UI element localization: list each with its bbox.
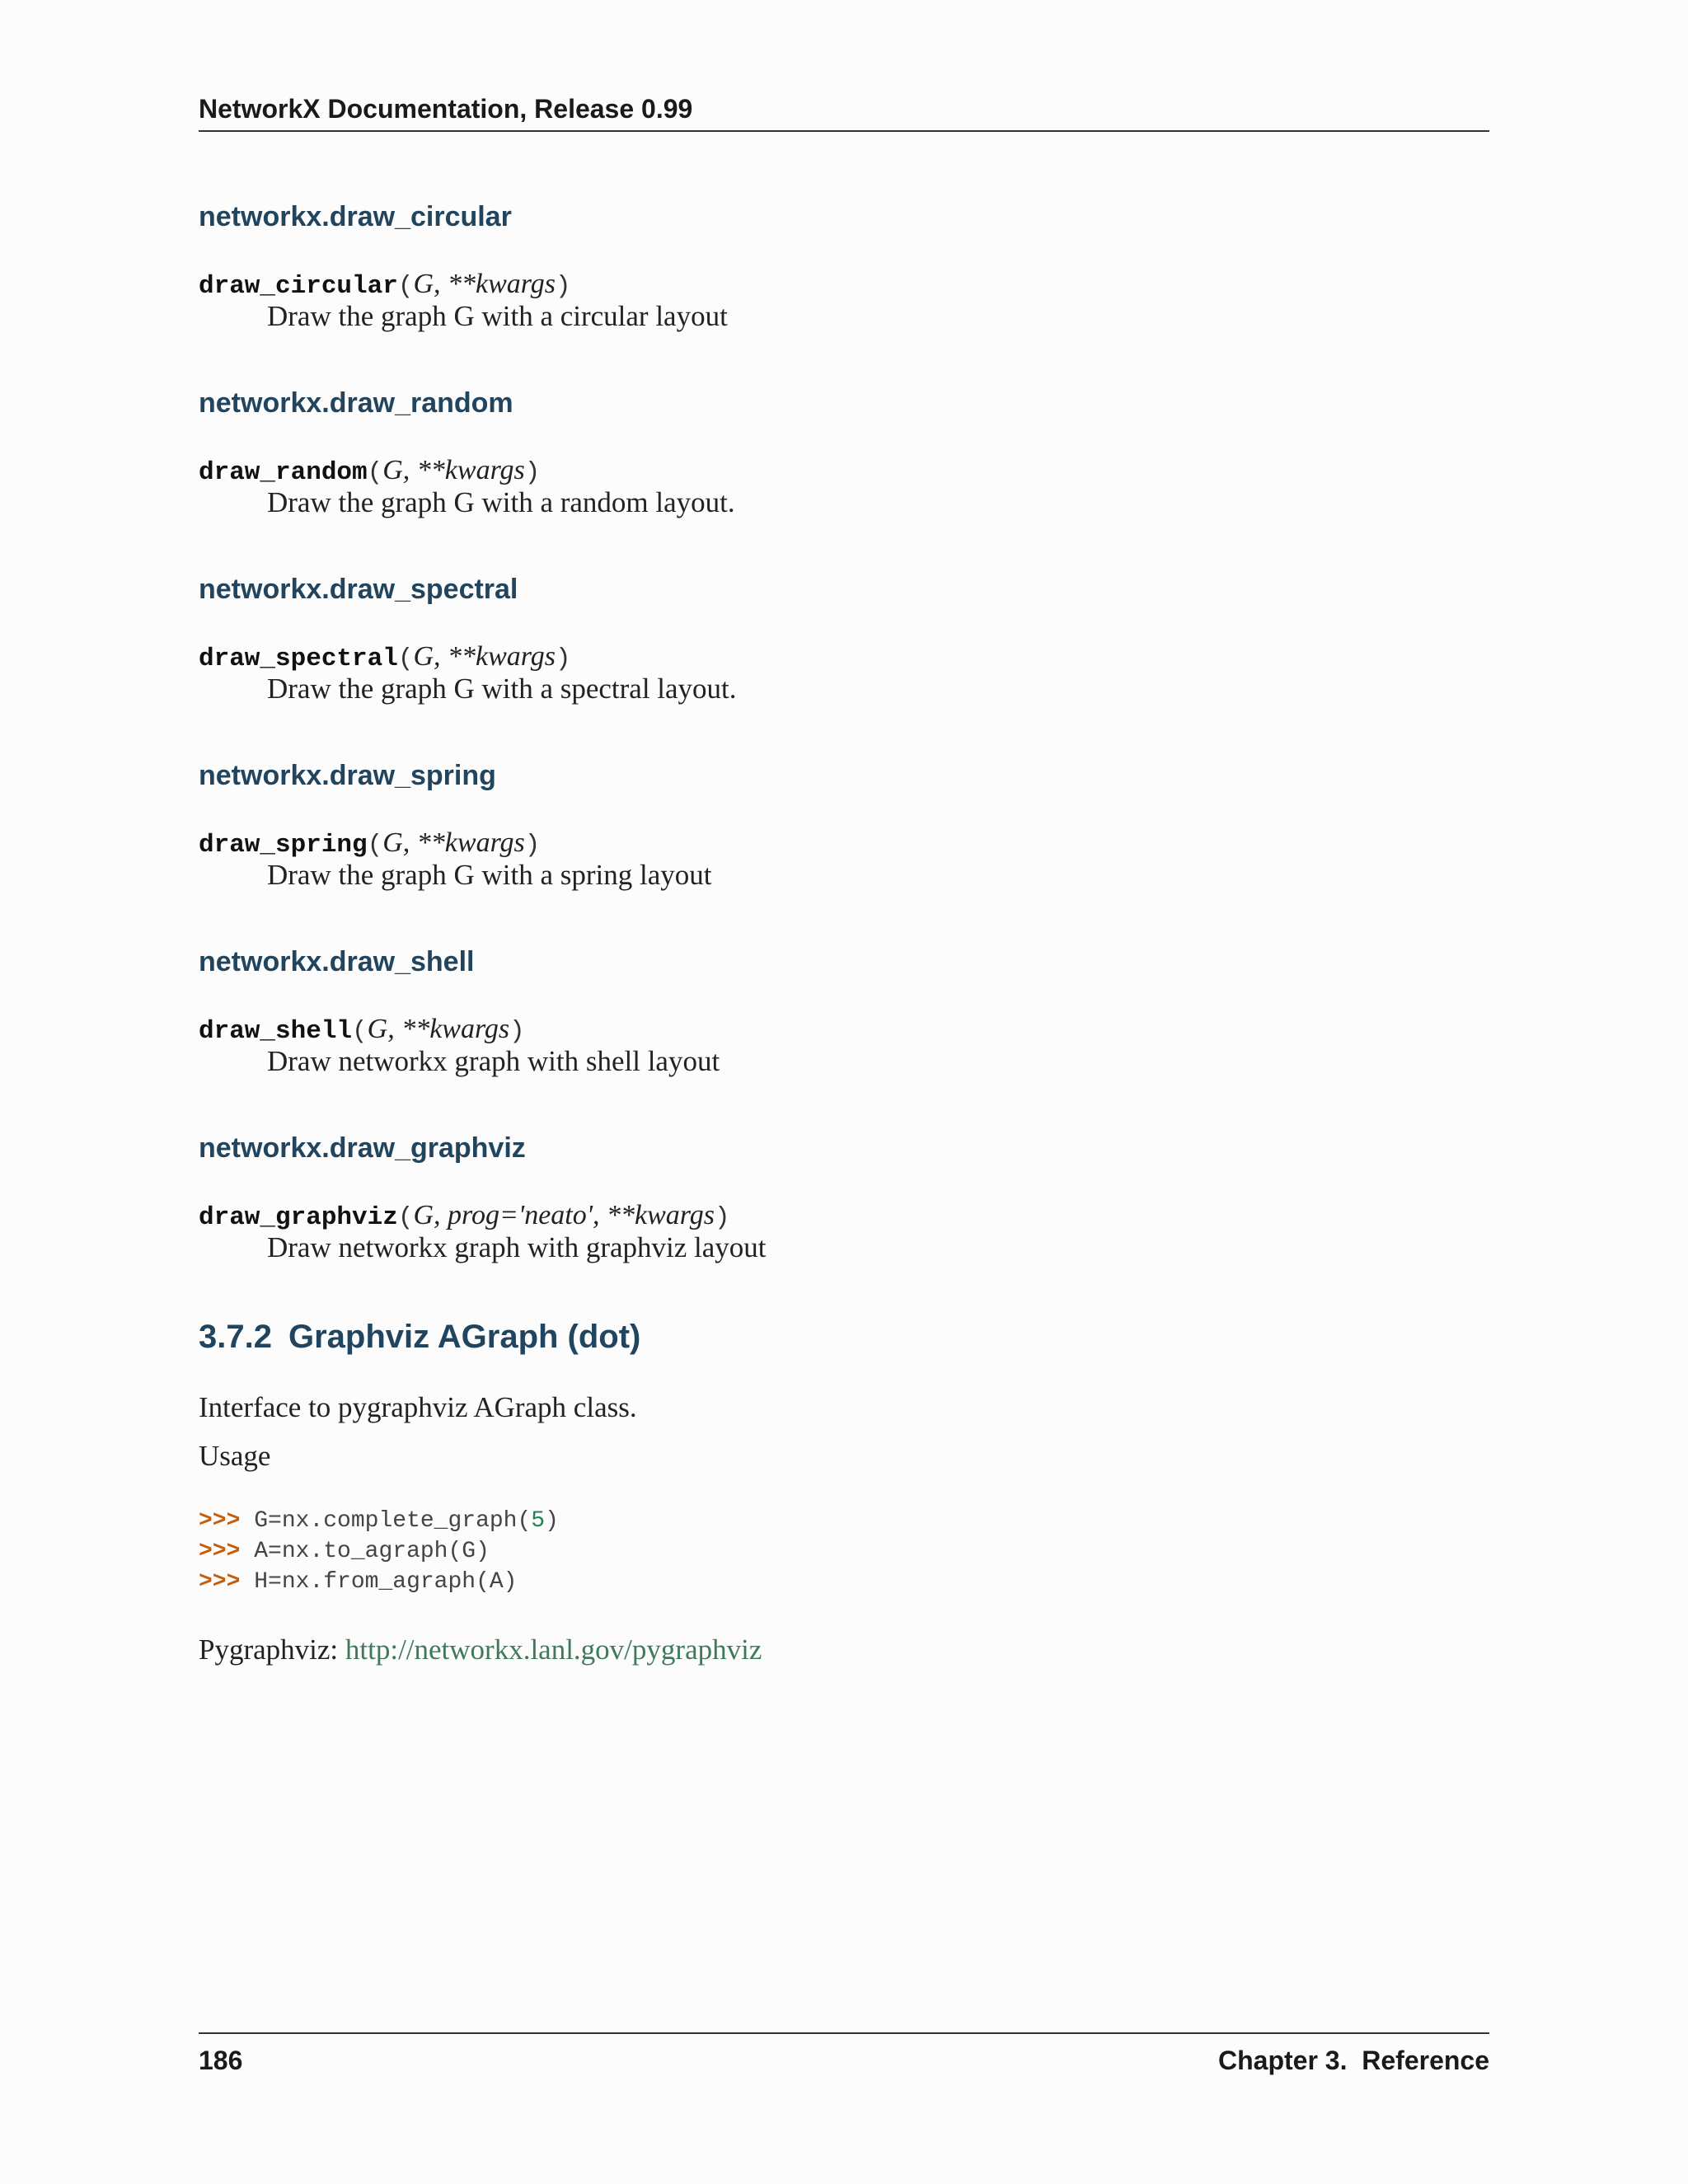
description-draw-shell: Draw networkx graph with shell layout	[267, 1045, 720, 1077]
pygraphviz-link[interactable]: http://networkx.lanl.gov/pygraphviz	[345, 1633, 762, 1666]
running-header-title: NetworkX Documentation, Release 0.99	[199, 94, 693, 124]
function-args: G, prog='neato', **kwargs	[413, 1200, 715, 1230]
page-number: 186	[199, 2046, 243, 2075]
entry-heading-draw-random: networkx.draw_random	[199, 387, 513, 419]
code-example	[199, 1506, 559, 1597]
entry-heading-draw-shell: networkx.draw_shell	[199, 946, 475, 977]
signature-draw-shell	[199, 1015, 525, 1044]
description-draw-spectral: Draw the graph G with a spectral layout.	[267, 673, 737, 705]
entry-heading-draw-circular: networkx.draw_circular	[199, 201, 512, 232]
signature-draw-spectral	[199, 643, 571, 672]
function-name: draw_circular	[199, 272, 398, 301]
entry-heading-draw-spring: networkx.draw_spring	[199, 760, 496, 791]
subsection-heading	[199, 1320, 640, 1353]
open-paren: (	[367, 831, 383, 860]
subsection-title: Graphviz AGraph (dot)	[288, 1319, 641, 1355]
code-text: G=nx.complete_graph(	[254, 1508, 532, 1534]
entry-heading-draw-graphviz: networkx.draw_graphviz	[199, 1132, 526, 1164]
subsection-number: 3.7.2	[199, 1319, 272, 1355]
function-args: G, **kwargs	[413, 641, 556, 672]
code-line	[199, 1536, 559, 1567]
pygraphviz-label: Pygraphviz:	[199, 1633, 339, 1666]
open-paren: (	[397, 644, 414, 673]
entry-heading-draw-spectral: networkx.draw_spectral	[199, 574, 518, 605]
chapter-label: Chapter 3. Reference	[1217, 2046, 1489, 2075]
function-name: draw_graphviz	[199, 1203, 398, 1232]
usage-label: Usage	[199, 1440, 271, 1472]
description-draw-random: Draw the graph G with a random layout.	[267, 486, 735, 518]
close-paren: )	[555, 644, 571, 673]
description-draw-graphviz: Draw networkx graph with graphviz layout	[267, 1231, 767, 1263]
signature-draw-random	[199, 457, 540, 485]
function-args: G, **kwargs	[382, 455, 525, 485]
function-name: draw_spectral	[199, 644, 398, 673]
code-number-literal: 5	[531, 1508, 546, 1534]
signature-draw-spring	[199, 829, 540, 858]
function-args: G, **kwargs	[367, 1014, 510, 1044]
code-text: H=nx.from_agraph(A)	[254, 1569, 518, 1595]
intro-paragraph: Interface to pygraphviz AGraph class.	[199, 1391, 637, 1423]
function-args: G, **kwargs	[382, 827, 525, 858]
function-args: G, **kwargs	[413, 269, 556, 299]
function-name: draw_shell	[199, 1017, 353, 1046]
function-name: draw_spring	[199, 831, 368, 860]
close-paren: )	[524, 831, 541, 860]
code-prompt: >>>	[199, 1539, 241, 1564]
code-line	[199, 1506, 559, 1536]
open-paren: (	[397, 272, 414, 301]
close-paren: )	[509, 1017, 525, 1046]
code-prompt: >>>	[199, 1508, 241, 1534]
close-paren: )	[524, 458, 541, 487]
signature-draw-graphviz	[199, 1202, 730, 1230]
open-paren: (	[367, 458, 383, 487]
open-paren: (	[352, 1017, 368, 1046]
close-paren: )	[714, 1203, 730, 1232]
page-footer	[199, 2032, 1489, 2083]
function-name: draw_random	[199, 458, 368, 487]
page-header	[199, 91, 1489, 132]
code-line	[199, 1567, 559, 1597]
signature-draw-circular	[199, 270, 571, 299]
code-text: )	[545, 1508, 559, 1534]
description-draw-spring: Draw the graph G with a spring layout	[267, 859, 712, 891]
description-draw-circular: Draw the graph G with a circular layout	[267, 300, 728, 332]
code-text: A=nx.to_agraph(G)	[254, 1539, 490, 1564]
code-prompt: >>>	[199, 1569, 241, 1595]
close-paren: )	[555, 272, 571, 301]
open-paren: (	[397, 1203, 414, 1232]
pygraphviz-line	[199, 1635, 762, 1664]
